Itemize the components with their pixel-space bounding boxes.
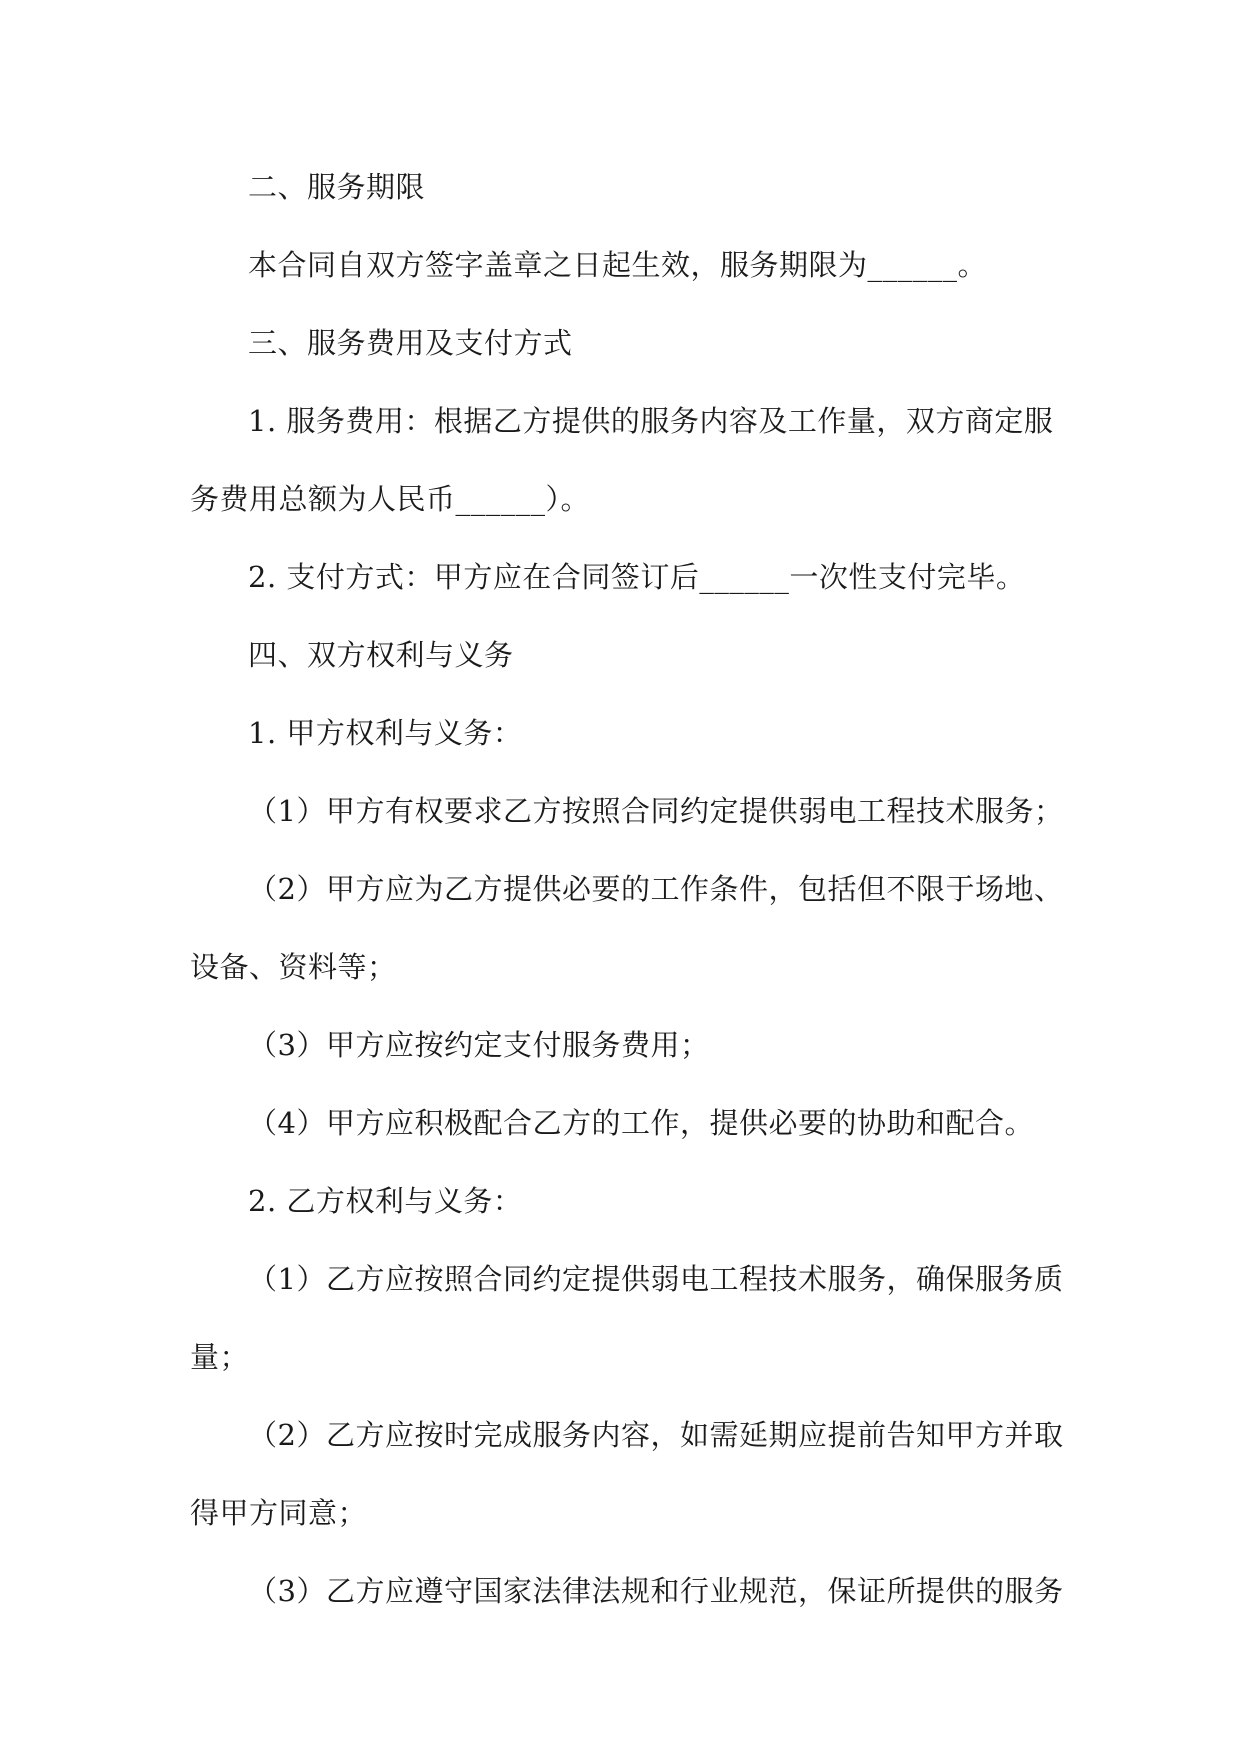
list-item-party-b-2-cont: 得甲方同意； (190, 1496, 368, 1530)
paragraph-service-fee-cont: 务费用总额为人民币______）。 (190, 482, 591, 516)
subheading-party-a: 1. 甲方权利与义务： (248, 716, 523, 750)
paragraph-service-term: 本合同自双方签字盖章之日起生效，服务期限为______。 (248, 248, 988, 282)
list-item-party-a-3: （3）甲方应按约定支付服务费用； (248, 1028, 710, 1062)
section-heading-rights-obligations: 四、双方权利与义务 (248, 638, 514, 672)
list-item-party-a-4: （4）甲方应积极配合乙方的工作，提供必要的协助和配合。 (248, 1106, 1034, 1140)
list-item-party-a-1: （1）甲方有权要求乙方按照合同约定提供弱电工程技术服务； (248, 794, 1064, 828)
document-body (190, 148, 1064, 1630)
list-item-party-b-1-cont: 量； (190, 1340, 250, 1374)
paragraph-service-fee: 1. 服务费用：根据乙方提供的服务内容及工作量，双方商定服 (248, 404, 1054, 438)
list-item-party-b-3: （3）乙方应遵守国家法律法规和行业规范，保证所提供的服务 (248, 1574, 1064, 1608)
list-item-party-a-2-cont: 设备、资料等； (190, 950, 397, 984)
subheading-party-b: 2. 乙方权利与义务： (248, 1184, 523, 1218)
paragraph-payment-method: 2. 支付方式：甲方应在合同签订后______一次性支付完毕。 (248, 560, 1026, 594)
list-item-party-a-2: （2）甲方应为乙方提供必要的工作条件，包括但不限于场地、 (248, 872, 1064, 906)
section-heading-fees-payment: 三、服务费用及支付方式 (248, 326, 573, 360)
list-item-party-b-2: （2）乙方应按时完成服务内容，如需延期应提前告知甲方并取 (248, 1418, 1064, 1452)
list-item-party-b-1: （1）乙方应按照合同约定提供弱电工程技术服务，确保服务质 (248, 1262, 1064, 1296)
section-heading-service-term: 二、服务期限 (248, 170, 426, 204)
